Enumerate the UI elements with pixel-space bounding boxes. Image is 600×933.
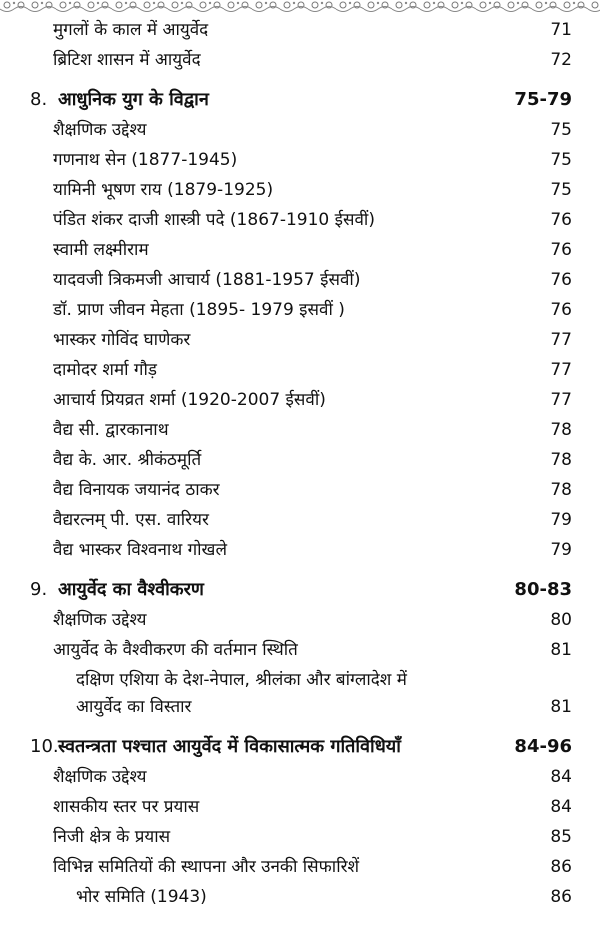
chapter-entry	[0, 575, 600, 605]
chapter-title: स्वतन्त्रता पश्चात आयुर्वेद में विकासात्मक गतिविधियाँ	[58, 736, 401, 757]
entry-title: वैद्य भास्कर विश्वनाथ गोखले	[53, 540, 227, 560]
page-number: 78	[550, 420, 572, 440]
chapter-page-range: 75-79	[514, 89, 572, 110]
entry-title: यादवजी त्रिकमजी आचार्य (1881-1957 ईसवीं)	[53, 270, 361, 290]
entry-title: ब्रिटिश शासन में आयुर्वेद	[53, 50, 201, 70]
toc-entry	[0, 325, 600, 355]
entry-title: यामिनी भूषण राय (1879-1925)	[53, 180, 274, 200]
entry-title: निजी क्षेत्र के प्रयास	[53, 827, 171, 847]
page-number: 79	[550, 540, 572, 560]
entry-title: वैद्य सी. द्वारकानाथ	[53, 420, 169, 440]
page-number: 79	[550, 510, 572, 530]
page-number: 76	[550, 240, 572, 260]
page-number: 75	[550, 180, 572, 200]
toc-entry	[0, 535, 600, 565]
page-number: 78	[550, 480, 572, 500]
page-number: 71	[550, 20, 572, 40]
toc-entry	[0, 852, 600, 882]
entry-title: दामोदर शर्मा गौड़	[53, 360, 157, 380]
page-number: 76	[550, 270, 572, 290]
chapter-title: आधुनिक युग के विद्वान	[58, 89, 209, 110]
toc-entry	[0, 822, 600, 852]
page-number: 86	[550, 857, 572, 877]
toc-entry	[0, 475, 600, 505]
toc-entry	[0, 355, 600, 385]
entry-title: शैक्षणिक उद्देश्य	[53, 767, 147, 787]
page-number: 76	[550, 210, 572, 230]
page-number: 86	[550, 887, 572, 907]
entry-title: विभिन्न समितियों की स्थापना और उनकी सिफारिशें	[53, 857, 360, 877]
page-number: 84	[550, 797, 572, 817]
entry-title: दक्षिण एशिया के देश-नेपाल, श्रीलंका और बांग्लादेश में	[76, 670, 407, 690]
entry-title: आचार्य प्रियव्रत शर्मा (1920-2007 ईसवीं)	[53, 390, 326, 410]
page-number: 72	[550, 50, 572, 70]
entry-title: वैद्यरत्नम् पी. एस. वारियर	[53, 510, 209, 530]
entry-title: वैद्य विनायक जयानंद ठाकर	[53, 480, 220, 500]
toc-entry	[0, 175, 600, 205]
chapter-entry	[0, 732, 600, 762]
toc-entry	[0, 505, 600, 535]
page-number: 85	[550, 827, 572, 847]
chapter-number: 9.	[30, 579, 48, 600]
page-number: 77	[550, 360, 572, 380]
entry-title: वैद्य के. आर. श्रीकंठमूर्ति	[53, 450, 202, 470]
page-number: 78	[550, 450, 572, 470]
entry-title: गणनाथ सेन (1877-1945)	[53, 150, 238, 170]
chapter-entry	[0, 85, 600, 115]
page-number: 81	[550, 697, 572, 717]
toc-entry	[0, 385, 600, 415]
toc-entry	[0, 665, 600, 695]
toc-entry	[0, 15, 600, 45]
page-number: 81	[550, 640, 572, 660]
entry-title: भोर समिति (1943)	[76, 887, 207, 907]
toc-entry	[0, 295, 600, 325]
toc-entry	[0, 415, 600, 445]
toc-entry	[0, 635, 600, 665]
entry-title: डॉ. प्राण जीवन मेहता (1895- 1979 इसवीं )	[53, 300, 345, 320]
chapter-number: 10.	[30, 736, 59, 757]
toc-entry	[0, 882, 600, 912]
toc-entry	[0, 45, 600, 75]
chapter-number: 8.	[30, 89, 48, 110]
entry-title: शैक्षणिक उद्देश्य	[53, 120, 147, 140]
toc-entry	[0, 205, 600, 235]
toc-entry	[0, 265, 600, 295]
entry-title: भास्कर गोविंद घाणेकर	[53, 330, 191, 350]
entry-title: शासकीय स्तर पर प्रयास	[53, 797, 200, 817]
entry-title: पंडित शंकर दाजी शास्त्री पदे (1867-1910 ईसवीं)	[53, 210, 375, 230]
toc-entry	[0, 605, 600, 635]
top-ornament-border	[0, 0, 600, 14]
toc-entry	[0, 792, 600, 822]
page-number: 75	[550, 120, 572, 140]
toc-entry	[0, 235, 600, 265]
toc-entry	[0, 445, 600, 475]
page-number: 84	[550, 767, 572, 787]
entry-title: शैक्षणिक उद्देश्य	[53, 610, 147, 630]
page-number: 77	[550, 330, 572, 350]
page-number: 80	[550, 610, 572, 630]
toc-entry	[0, 692, 600, 722]
page-number: 76	[550, 300, 572, 320]
chapter-page-range: 84-96	[514, 736, 572, 757]
page-number: 77	[550, 390, 572, 410]
entry-title: स्वामी लक्ष्मीराम	[53, 240, 149, 260]
entry-title: मुगलों के काल में आयुर्वेद	[53, 20, 209, 40]
entry-title: आयुर्वेद के वैश्वीकरण की वर्तमान स्थिति	[53, 640, 298, 660]
toc-entry	[0, 145, 600, 175]
entry-title: आयुर्वेद का विस्तार	[76, 697, 192, 717]
chapter-page-range: 80-83	[514, 579, 572, 600]
toc-entry	[0, 762, 600, 792]
chapter-title: आयुर्वेद का वैश्वीकरण	[58, 579, 204, 600]
toc-entry	[0, 115, 600, 145]
page-number: 75	[550, 150, 572, 170]
